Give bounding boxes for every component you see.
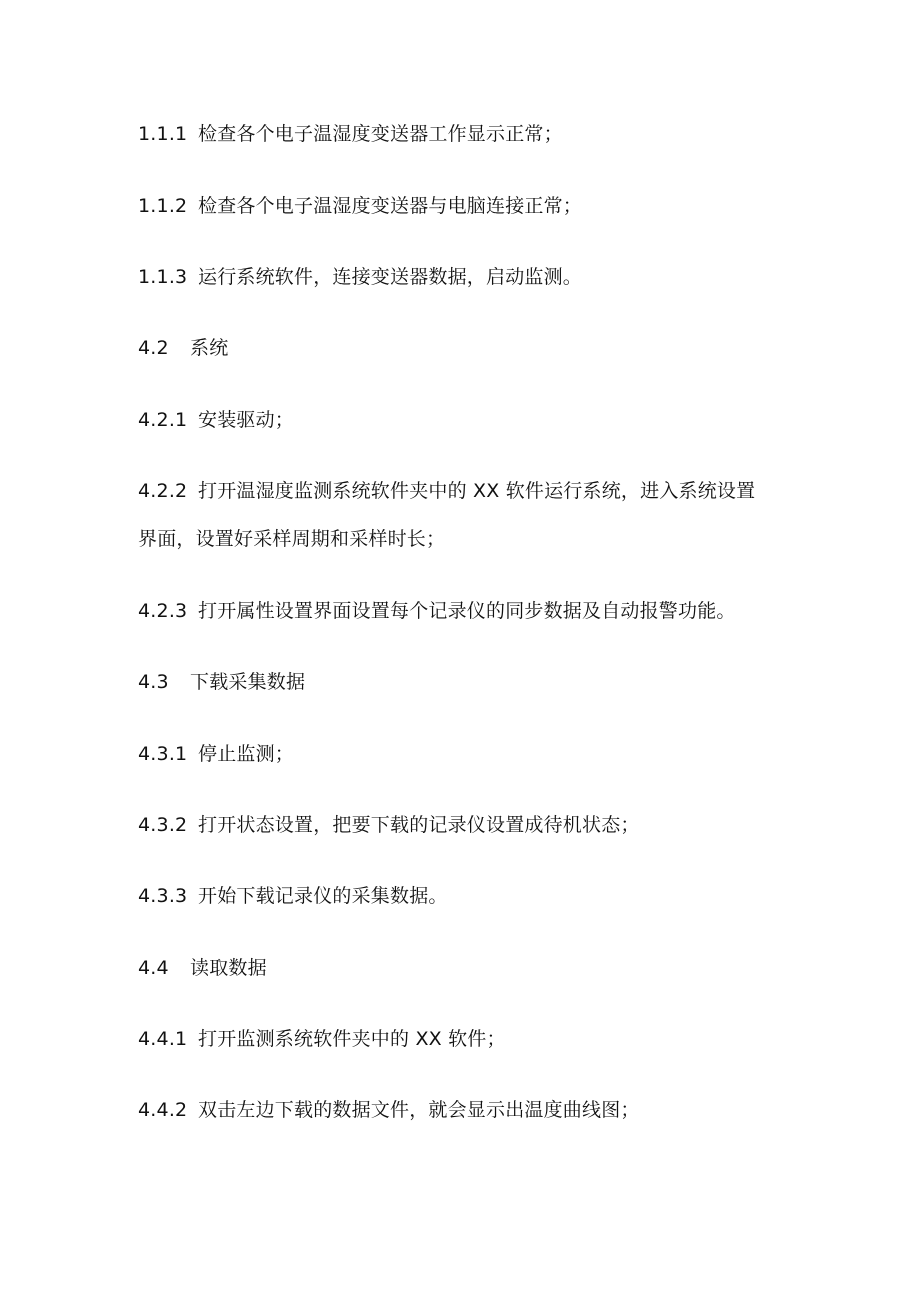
section-4-2-heading (138, 336, 228, 360)
step-text: 检查各个电子温湿度变送器与电脑连接正常； (198, 195, 583, 217)
step-1-1-1 (138, 122, 563, 146)
section-title: 读取数据 (190, 957, 267, 979)
step-1-1-2 (138, 194, 582, 218)
step-text: 安装驱动； (198, 409, 295, 431)
step-text: 双击左边下载的数据文件，就会显示出温度曲线图； (198, 1099, 640, 1121)
step-text: 打开温湿度监测系统软件夹中的 XX 软件运行系统，进入系统设置 (198, 480, 756, 502)
step-number: 1.1.1 (138, 123, 188, 145)
step-number: 4.4.1 (138, 1028, 188, 1050)
step-4-4-2 (138, 1098, 640, 1122)
step-number: 1.1.2 (138, 195, 188, 217)
step-text: 打开属性设置界面设置每个记录仪的同步数据及自动报警功能。 (198, 600, 736, 622)
step-1-1-3 (138, 265, 582, 289)
section-title: 系统 (190, 337, 229, 359)
step-4-3-1 (138, 742, 294, 766)
step-number: 4.3.2 (138, 814, 188, 836)
step-number: 4.3.1 (138, 743, 188, 765)
step-4-3-3 (138, 884, 448, 908)
step-text: 打开监测系统软件夹中的 XX 软件； (198, 1028, 506, 1050)
section-number: 4.3 (138, 671, 169, 693)
step-number: 4.2.2 (138, 480, 188, 502)
step-4-2-1 (138, 408, 294, 432)
section-number: 4.2 (138, 337, 169, 359)
step-4-2-3 (138, 599, 736, 623)
step-4-4-1 (138, 1027, 506, 1051)
step-number: 1.1.3 (138, 266, 188, 288)
step-text: 停止监测； (198, 743, 295, 765)
step-4-2-2 (138, 479, 755, 503)
step-4-2-2-continuation: 界面，设置好采样周期和采样时长； (138, 528, 446, 550)
step-text: 打开状态设置，把要下载的记录仪设置成待机状态； (198, 814, 640, 836)
section-4-4-heading (138, 956, 267, 980)
step-text: 开始下载记录仪的采集数据。 (198, 885, 448, 907)
step-text: 检查各个电子温湿度变送器工作显示正常； (198, 123, 563, 145)
step-number: 4.2.1 (138, 409, 188, 431)
step-text: 运行系统软件，连接变送器数据，启动监测。 (198, 266, 583, 288)
section-number: 4.4 (138, 957, 169, 979)
step-number: 4.2.3 (138, 600, 188, 622)
section-title: 下载采集数据 (190, 671, 306, 693)
step-number: 4.4.2 (138, 1099, 188, 1121)
step-number: 4.3.3 (138, 885, 188, 907)
section-4-3-heading (138, 670, 305, 694)
step-4-3-2 (138, 813, 640, 837)
